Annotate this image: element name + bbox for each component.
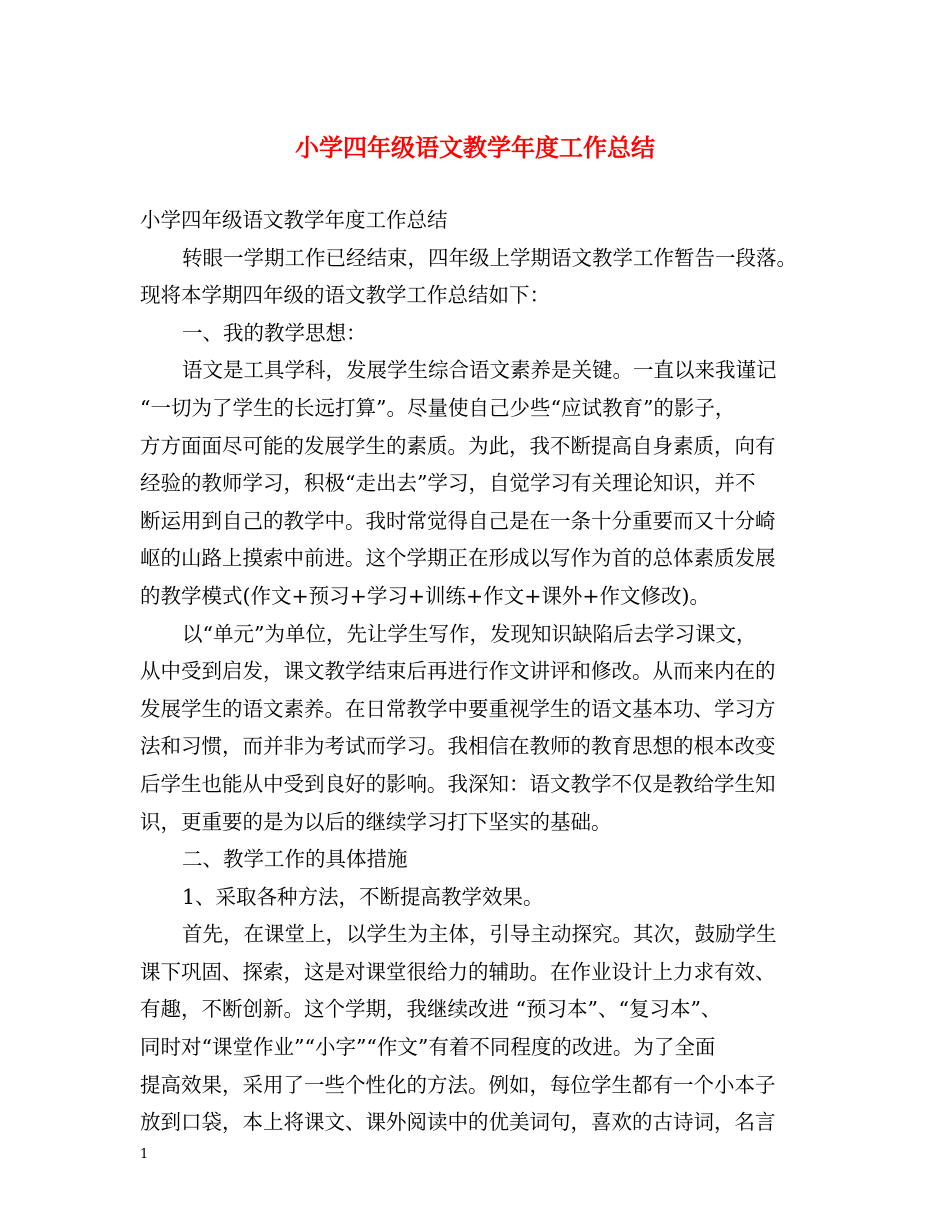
body-line: 转眼一学期工作已经结束，四年级上学期语文教学工作暂告一段落。 xyxy=(182,245,797,270)
body-line: 语文是工具学科，发展学生综合语文素养是关键。一直以来我谨记 xyxy=(182,358,777,383)
body-line: 小学四年级语文教学年度工作总结 xyxy=(140,208,448,232)
section-heading: 一、我的教学思想： xyxy=(182,320,367,345)
body-line: 首先，在课堂上，以学生为主体，引导主动探究。其次，鼓励学生 xyxy=(182,922,777,947)
body-line: 法和习惯，而并非为考试而学习。我相信在教师的教育思想的根本改变 xyxy=(140,734,776,759)
document-body xyxy=(140,202,830,1142)
body-line: 以“单元”为单位，先让学生写作，发现知识缺陷后去学习课文， xyxy=(182,621,757,646)
body-line: “一切为了学生的长远打算”。尽量使自己少些“应试教育”的影子， xyxy=(140,395,736,420)
body-line: 的教学模式(作文+预习+学习+训练+作文+课外+作文修改)。 xyxy=(140,583,711,608)
body-line: 课下巩固、探索，这是对课堂很给力的辅助。在作业设计上力求有效、 xyxy=(140,959,776,984)
body-line: 方方面面尽可能的发展学生的素质。为此，我不断提高自身素质，向有 xyxy=(140,433,776,458)
body-line: 岖的山路上摸索中前进。这个学期正在形成以写作为首的总体素质发展 xyxy=(140,546,776,571)
body-line: 后学生也能从中受到良好的影响。我深知：语文教学不仅是教给学生知 xyxy=(140,771,776,796)
document-title: 小学四年级语文教学年度工作总结 xyxy=(295,133,655,162)
body-line: 识，更重要的是为以后的继续学习打下坚实的基础。 xyxy=(140,809,612,834)
body-line: 经验的教师学习，积极“走出去”学习，自觉学习有关理论知识，并不 xyxy=(140,471,756,496)
body-line: 断运用到自己的教学中。我时常觉得自己是在一条十分重要而又十分崎 xyxy=(140,508,776,533)
body-line: 同时对“课堂作业”“小字”“作文”有着不同程度的改进。为了全面 xyxy=(140,1035,716,1060)
subsection-heading: 1、采取各种方法，不断提高教学效果。 xyxy=(182,884,544,909)
body-line: 有趣，不断创新。这个学期，我继续改进 “预习本”、“复习本”、 xyxy=(140,997,722,1022)
body-line: 从中受到启发，课文教学结束后再进行作文讲评和修改。从而来内在的 xyxy=(140,659,776,684)
body-line: 提高效果，采用了一些个性化的方法。例如，每位学生都有一个小本子 xyxy=(140,1072,776,1097)
section-heading: 二、教学工作的具体措施 xyxy=(182,847,408,872)
page-number: 1 xyxy=(140,1147,149,1162)
body-line: 发展学生的语文素养。在日常教学中要重视学生的语文基本功、学习方 xyxy=(140,696,776,721)
body-line: 放到口袋，本上将课文、课外阅读中的优美词句，喜欢的古诗词，名言 xyxy=(140,1110,776,1135)
body-line: 现将本学期四年级的语文教学工作总结如下： xyxy=(140,283,550,308)
